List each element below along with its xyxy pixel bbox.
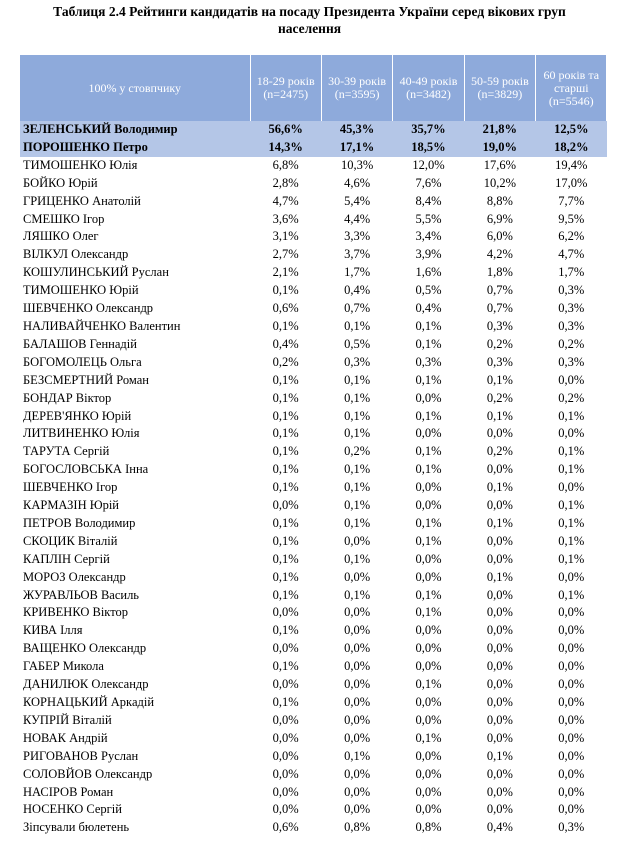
candidate-name: ТАРУТА Сергій xyxy=(23,444,110,459)
rating-cell: 0,3% xyxy=(415,354,442,369)
rating-cell: 0,1% xyxy=(272,480,299,495)
candidate-name: КУПРІЙ Віталій xyxy=(23,712,112,727)
rating-cell: 0,4% xyxy=(415,301,442,316)
header-name-column: 100% у стовпчику xyxy=(20,55,250,121)
rating-cell: 0,1% xyxy=(344,748,371,763)
rating-cell: 0,0% xyxy=(272,605,299,620)
rating-cell: 0,0% xyxy=(415,426,442,441)
rating-cell: 0,3% xyxy=(558,820,585,835)
rating-cell: 0,0% xyxy=(486,641,513,656)
rating-cell: 6,2% xyxy=(558,229,585,244)
table-row xyxy=(20,658,607,676)
rating-cell: 0,0% xyxy=(486,695,513,709)
rating-cell: 0,1% xyxy=(486,408,513,423)
rating-cell: 0,1% xyxy=(272,515,299,530)
rating-cell: 0,0% xyxy=(344,730,371,745)
candidate-name: НОВАК Андрій xyxy=(23,730,108,745)
rating-cell: 0,0% xyxy=(272,802,299,817)
candidate-name: БОНДАР Віктор xyxy=(23,390,112,405)
table-row xyxy=(20,157,607,175)
table-row xyxy=(20,372,607,390)
rating-cell: 0,0% xyxy=(415,784,442,799)
rating-cell: 0,0% xyxy=(415,641,442,656)
rating-cell: 0,1% xyxy=(344,551,371,566)
rating-cell: 0,1% xyxy=(344,462,371,477)
rating-cell: 0,0% xyxy=(486,533,513,548)
table-row xyxy=(20,640,607,658)
rating-cell: 0,1% xyxy=(344,515,371,530)
rating-cell: 0,1% xyxy=(415,677,442,692)
rating-cell: 0,0% xyxy=(558,712,585,727)
rating-cell: 7,7% xyxy=(558,193,585,208)
rating-cell: 2,8% xyxy=(272,175,299,190)
rating-cell: 0,0% xyxy=(558,730,585,745)
rating-cell: 0,0% xyxy=(486,802,513,817)
rating-cell: 0,1% xyxy=(272,318,299,333)
table-row xyxy=(20,551,607,569)
rating-cell: 3,6% xyxy=(272,211,299,226)
rating-cell: 0,1% xyxy=(344,372,371,387)
rating-cell: 3,1% xyxy=(272,229,299,244)
rating-cell: 0,1% xyxy=(344,408,371,423)
table-row xyxy=(20,211,607,229)
rating-cell: 0,1% xyxy=(272,444,299,459)
rating-cell: 56,6% xyxy=(250,121,321,139)
header-age-40-49: 40-49 років (n=3482) xyxy=(393,55,464,121)
rating-cell: 0,7% xyxy=(486,283,513,298)
rating-cell: 5,5% xyxy=(415,211,442,226)
rating-cell: 0,0% xyxy=(486,784,513,799)
rating-cell: 0,0% xyxy=(415,623,442,638)
rating-cell: 0,0% xyxy=(415,480,442,495)
rating-cell: 3,9% xyxy=(415,247,442,262)
rating-cell: 0,2% xyxy=(558,390,585,405)
caption-line-2: населення xyxy=(277,21,342,36)
candidate-name: КОРНАЦЬКИЙ Аркадій xyxy=(23,695,155,709)
rating-cell: 2,7% xyxy=(272,247,299,262)
candidate-name: ТИМОШЕНКО Юлія xyxy=(23,157,138,172)
table-body xyxy=(20,121,607,837)
candidate-name: БЕЗСМЕРТНИЙ Роман xyxy=(23,372,149,387)
rating-cell: 4,6% xyxy=(344,175,371,190)
rating-cell: 0,3% xyxy=(486,354,513,369)
rating-cell: 45,3% xyxy=(321,121,392,139)
rating-cell: 0,1% xyxy=(486,569,513,584)
rating-cell: 0,1% xyxy=(558,515,585,530)
rating-cell: 0,0% xyxy=(486,659,513,674)
rating-cell: 0,2% xyxy=(486,390,513,405)
candidate-name: КРИВЕНКО Віктор xyxy=(23,605,129,620)
rating-cell: 0,8% xyxy=(415,820,442,835)
rating-cell: 0,1% xyxy=(272,623,299,638)
rating-cell: 3,4% xyxy=(415,229,442,244)
rating-cell: 19,0% xyxy=(464,139,535,157)
rating-cell: 0,3% xyxy=(344,354,371,369)
rating-cell: 0,1% xyxy=(272,408,299,423)
table-row xyxy=(20,228,607,246)
candidate-name: РИГОВАНОВ Руслан xyxy=(23,748,139,763)
rating-cell: 0,1% xyxy=(415,515,442,530)
rating-cell: 0,1% xyxy=(272,462,299,477)
rating-cell: 3,3% xyxy=(344,229,371,244)
rating-cell: 5,4% xyxy=(344,193,371,208)
rating-cell: 0,0% xyxy=(415,766,442,781)
rating-cell: 0,0% xyxy=(272,730,299,745)
rating-cell: 0,1% xyxy=(415,408,442,423)
rating-cell: 0,0% xyxy=(272,677,299,692)
table-row xyxy=(20,336,607,354)
table-row xyxy=(20,408,607,426)
header-row xyxy=(20,55,607,121)
candidate-name: ПОРОШЕНКО Петро xyxy=(20,139,250,157)
table-row xyxy=(20,587,607,605)
rating-cell: 12,5% xyxy=(536,121,607,139)
rating-cell: 0,0% xyxy=(344,766,371,781)
rating-cell: 4,7% xyxy=(558,247,585,262)
candidate-name: ШЕВЧЕНКО Олександр xyxy=(23,301,154,316)
table-row xyxy=(20,139,607,157)
rating-cell: 0,0% xyxy=(558,480,585,495)
rating-cell: 0,0% xyxy=(486,677,513,692)
rating-cell: 0,1% xyxy=(415,605,442,620)
rating-cell: 0,1% xyxy=(415,730,442,745)
table-row xyxy=(20,533,607,551)
candidate-name: ТИМОШЕНКО Юрій xyxy=(23,283,139,298)
rating-cell: 0,0% xyxy=(486,587,513,602)
candidate-name: Зіпсували бюлетень xyxy=(23,820,130,835)
rating-cell: 0,0% xyxy=(486,766,513,781)
rating-cell: 4,4% xyxy=(344,211,371,226)
candidate-name: ЛИТВИНЕНКО Юлія xyxy=(23,426,140,441)
rating-cell: 0,0% xyxy=(272,498,299,513)
caption-line-1: Таблиця 2.4 Рейтинги кандидатів на посаду Президента України серед вікових груп xyxy=(53,4,566,19)
candidate-name: КАРМАЗІН Юрій xyxy=(23,498,119,513)
candidate-name: КИВА Ілля xyxy=(23,623,83,638)
rating-cell: 35,7% xyxy=(393,121,464,139)
header-age-30-39: 30-39 років (n=3595) xyxy=(321,55,392,121)
rating-cell: 18,5% xyxy=(393,139,464,157)
rating-cell: 0,1% xyxy=(344,318,371,333)
rating-cell: 0,0% xyxy=(558,766,585,781)
rating-cell: 0,0% xyxy=(486,462,513,477)
rating-cell: 0,1% xyxy=(415,533,442,548)
table-row xyxy=(20,282,607,300)
rating-cell: 0,0% xyxy=(558,784,585,799)
rating-cell: 0,0% xyxy=(415,498,442,513)
rating-cell: 21,8% xyxy=(464,121,535,139)
table-row xyxy=(20,300,607,318)
rating-cell: 17,1% xyxy=(321,139,392,157)
rating-cell: 0,1% xyxy=(415,318,442,333)
rating-cell: 0,0% xyxy=(486,551,513,566)
rating-cell: 0,0% xyxy=(486,712,513,727)
rating-cell: 0,1% xyxy=(272,659,299,674)
rating-cell: 0,4% xyxy=(272,336,299,351)
rating-cell: 7,6% xyxy=(415,175,442,190)
rating-cell: 0,0% xyxy=(344,641,371,656)
rating-cell: 0,0% xyxy=(415,659,442,674)
rating-cell: 0,0% xyxy=(272,748,299,763)
rating-cell: 0,1% xyxy=(486,480,513,495)
candidate-name: СОЛОВЙОВ Олександр xyxy=(23,766,153,781)
rating-cell: 0,1% xyxy=(272,283,299,298)
rating-cell: 0,0% xyxy=(415,551,442,566)
rating-cell: 0,0% xyxy=(344,659,371,674)
rating-cell: 0,1% xyxy=(558,498,585,513)
candidate-name: БАЛАШОВ Геннадій xyxy=(23,336,137,351)
rating-cell: 0,1% xyxy=(272,695,299,709)
candidate-name: МОРОЗ Олександр xyxy=(23,569,126,584)
candidate-name: ЛЯШКО Олег xyxy=(23,229,99,244)
rating-cell: 0,0% xyxy=(344,533,371,548)
candidate-name: ПЕТРОВ Володимир xyxy=(23,515,136,530)
candidate-name: ЖУРАВЛЬОВ Василь xyxy=(23,587,140,602)
rating-cell: 10,3% xyxy=(340,157,374,172)
rating-cell: 0,0% xyxy=(558,695,585,709)
rating-cell: 0,0% xyxy=(272,641,299,656)
rating-cell: 0,7% xyxy=(486,301,513,316)
rating-cell: 0,0% xyxy=(558,641,585,656)
rating-cell: 0,3% xyxy=(558,283,585,298)
table-row xyxy=(20,766,607,784)
rating-cell: 0,0% xyxy=(558,569,585,584)
rating-cell: 0,0% xyxy=(486,426,513,441)
rating-cell: 0,0% xyxy=(272,712,299,727)
table-row xyxy=(20,193,607,211)
rating-cell: 0,0% xyxy=(415,712,442,727)
table-row xyxy=(20,694,607,712)
rating-cell: 0,1% xyxy=(272,569,299,584)
candidate-name: ГАБЕР Микола xyxy=(23,659,104,674)
table-row xyxy=(20,354,607,372)
rating-cell: 0,0% xyxy=(344,605,371,620)
table-row xyxy=(20,121,607,139)
rating-cell: 0,3% xyxy=(486,318,513,333)
table-row xyxy=(20,622,607,640)
candidate-name: ДЕРЕВ'ЯНКО Юрій xyxy=(23,408,132,423)
rating-cell: 0,1% xyxy=(415,336,442,351)
rating-cell: 0,0% xyxy=(415,569,442,584)
rating-cell: 0,8% xyxy=(344,820,371,835)
rating-cell: 0,0% xyxy=(344,695,371,709)
table-row xyxy=(20,264,607,282)
rating-cell: 0,1% xyxy=(558,408,585,423)
table-row xyxy=(20,604,607,622)
rating-cell: 9,5% xyxy=(558,211,585,226)
table-row xyxy=(20,712,607,730)
rating-cell: 10,2% xyxy=(483,175,517,190)
rating-cell: 8,4% xyxy=(415,193,442,208)
table-row xyxy=(20,479,607,497)
rating-cell: 0,1% xyxy=(415,587,442,602)
rating-cell: 0,0% xyxy=(558,659,585,674)
rating-cell: 0,0% xyxy=(415,802,442,817)
rating-cell: 0,0% xyxy=(415,748,442,763)
rating-cell: 0,1% xyxy=(272,533,299,548)
table-row xyxy=(20,497,607,515)
table-row xyxy=(20,819,607,837)
rating-cell: 0,0% xyxy=(415,390,442,405)
table-row xyxy=(20,515,607,533)
table-caption xyxy=(0,3,619,37)
rating-cell: 0,4% xyxy=(344,283,371,298)
rating-cell: 0,0% xyxy=(558,372,585,387)
rating-cell: 0,0% xyxy=(344,784,371,799)
candidate-name: ЗЕЛЕНСЬКИЙ Володимир xyxy=(20,121,250,139)
rating-cell: 0,1% xyxy=(486,515,513,530)
table-row xyxy=(20,461,607,479)
rating-cell: 8,8% xyxy=(486,193,513,208)
rating-cell: 0,1% xyxy=(415,462,442,477)
candidate-name: ВАЩЕНКО Олександр xyxy=(23,641,147,656)
table-row xyxy=(20,425,607,443)
rating-cell: 0,0% xyxy=(558,623,585,638)
rating-cell: 0,0% xyxy=(486,730,513,745)
candidate-name: БОГОМОЛЕЦЬ Ольга xyxy=(23,354,142,369)
rating-cell: 1,7% xyxy=(558,265,585,280)
rating-cell: 0,7% xyxy=(344,301,371,316)
rating-cell: 0,5% xyxy=(415,283,442,298)
rating-cell: 0,2% xyxy=(558,336,585,351)
rating-cell: 0,1% xyxy=(272,551,299,566)
rating-cell: 0,1% xyxy=(272,587,299,602)
rating-cell: 0,0% xyxy=(558,677,585,692)
rating-cell: 2,1% xyxy=(272,265,299,280)
rating-cell: 0,0% xyxy=(486,623,513,638)
rating-cell: 0,1% xyxy=(558,444,585,459)
rating-cell: 1,8% xyxy=(486,265,513,280)
rating-cell: 0,1% xyxy=(344,390,371,405)
rating-cell: 0,1% xyxy=(344,426,371,441)
candidate-name: БОГОСЛОВСЬКА Інна xyxy=(23,462,149,477)
rating-cell: 0,0% xyxy=(272,784,299,799)
rating-cell: 0,0% xyxy=(486,605,513,620)
rating-cell: 0,0% xyxy=(558,748,585,763)
header-age-50-59: 50-59 років (n=3829) xyxy=(464,55,535,121)
header-age-60-plus: 60 років та старші (n=5546) xyxy=(536,55,607,121)
rating-cell: 0,4% xyxy=(486,820,513,835)
table-row xyxy=(20,443,607,461)
rating-cell: 0,1% xyxy=(558,551,585,566)
rating-cell: 0,1% xyxy=(486,372,513,387)
rating-cell: 17,6% xyxy=(483,157,517,172)
rating-cell: 12,0% xyxy=(412,157,445,172)
rating-cell: 1,6% xyxy=(415,265,442,280)
candidate-name: КАПЛІН Сергій xyxy=(23,551,110,566)
rating-cell: 0,0% xyxy=(415,695,442,709)
candidate-name: НОСЕНКО Сергій xyxy=(23,802,122,817)
rating-cell: 0,0% xyxy=(272,766,299,781)
table-row xyxy=(20,676,607,694)
rating-cell: 6,0% xyxy=(486,229,513,244)
rating-cell: 0,2% xyxy=(344,444,371,459)
rating-cell: 14,3% xyxy=(250,139,321,157)
rating-cell: 6,9% xyxy=(486,211,513,226)
rating-cell: 0,0% xyxy=(344,677,371,692)
rating-cell: 0,0% xyxy=(558,426,585,441)
rating-cell: 19,4% xyxy=(555,157,588,172)
rating-cell: 0,1% xyxy=(344,480,371,495)
rating-cell: 0,1% xyxy=(272,372,299,387)
rating-cell: 0,0% xyxy=(486,498,513,513)
rating-cell: 0,1% xyxy=(486,748,513,763)
candidate-name: КОШУЛИНСЬКИЙ Руслан xyxy=(23,265,169,280)
header-age-18-29: 18-29 років (n=2475) xyxy=(250,55,321,121)
ratings-table xyxy=(20,55,607,837)
table-row xyxy=(20,246,607,264)
rating-cell: 0,2% xyxy=(486,336,513,351)
candidate-name: БОЙКО Юрій xyxy=(23,175,98,190)
rating-cell: 0,3% xyxy=(558,301,585,316)
rating-cell: 0,1% xyxy=(272,390,299,405)
rating-cell: 0,0% xyxy=(344,802,371,817)
table-row xyxy=(20,390,607,408)
rating-cell: 0,1% xyxy=(415,372,442,387)
rating-cell: 4,2% xyxy=(486,247,513,262)
rating-cell: 0,6% xyxy=(272,820,299,835)
table-row xyxy=(20,175,607,193)
candidate-name: ДАНИЛЮК Олександр xyxy=(23,677,149,692)
rating-cell: 0,0% xyxy=(558,802,585,817)
rating-cell: 0,3% xyxy=(558,354,585,369)
rating-cell: 0,1% xyxy=(272,426,299,441)
candidate-name: ГРИЦЕНКО Анатолій xyxy=(23,193,141,208)
rating-cell: 1,7% xyxy=(344,265,371,280)
rating-cell: 0,5% xyxy=(344,336,371,351)
rating-cell: 17,0% xyxy=(555,175,588,190)
rating-cell: 0,1% xyxy=(344,498,371,513)
rating-cell: 0,2% xyxy=(486,444,513,459)
rating-cell: 0,1% xyxy=(558,462,585,477)
rating-cell: 6,8% xyxy=(272,157,299,172)
table-row xyxy=(20,318,607,336)
rating-cell: 0,3% xyxy=(558,318,585,333)
candidate-name: СКОЦИК Віталій xyxy=(23,533,118,548)
table-row xyxy=(20,801,607,819)
candidate-name: НАЛИВАЙЧЕНКО Валентин xyxy=(23,318,181,333)
rating-cell: 0,0% xyxy=(344,569,371,584)
table-row xyxy=(20,748,607,766)
table-row xyxy=(20,784,607,802)
rating-cell: 0,1% xyxy=(558,587,585,602)
rating-cell: 0,1% xyxy=(415,444,442,459)
rating-cell: 4,7% xyxy=(272,193,299,208)
table-row xyxy=(20,730,607,748)
rating-cell: 0,2% xyxy=(272,354,299,369)
candidate-name: НАСІРОВ Роман xyxy=(23,784,114,799)
rating-cell: 0,1% xyxy=(344,587,371,602)
rating-cell: 0,1% xyxy=(558,533,585,548)
candidate-name: СМЕШКО Ігор xyxy=(23,211,105,226)
rating-cell: 0,0% xyxy=(344,623,371,638)
rating-cell: 0,6% xyxy=(272,301,299,316)
rating-cell: 18,2% xyxy=(536,139,607,157)
table-row xyxy=(20,569,607,587)
rating-cell: 0,0% xyxy=(558,605,585,620)
rating-cell: 0,0% xyxy=(344,712,371,727)
rating-cell: 3,7% xyxy=(344,247,371,262)
candidate-name: ШЕВЧЕНКО Ігор xyxy=(23,480,118,495)
candidate-name: ВІЛКУЛ Олександр xyxy=(23,247,129,262)
